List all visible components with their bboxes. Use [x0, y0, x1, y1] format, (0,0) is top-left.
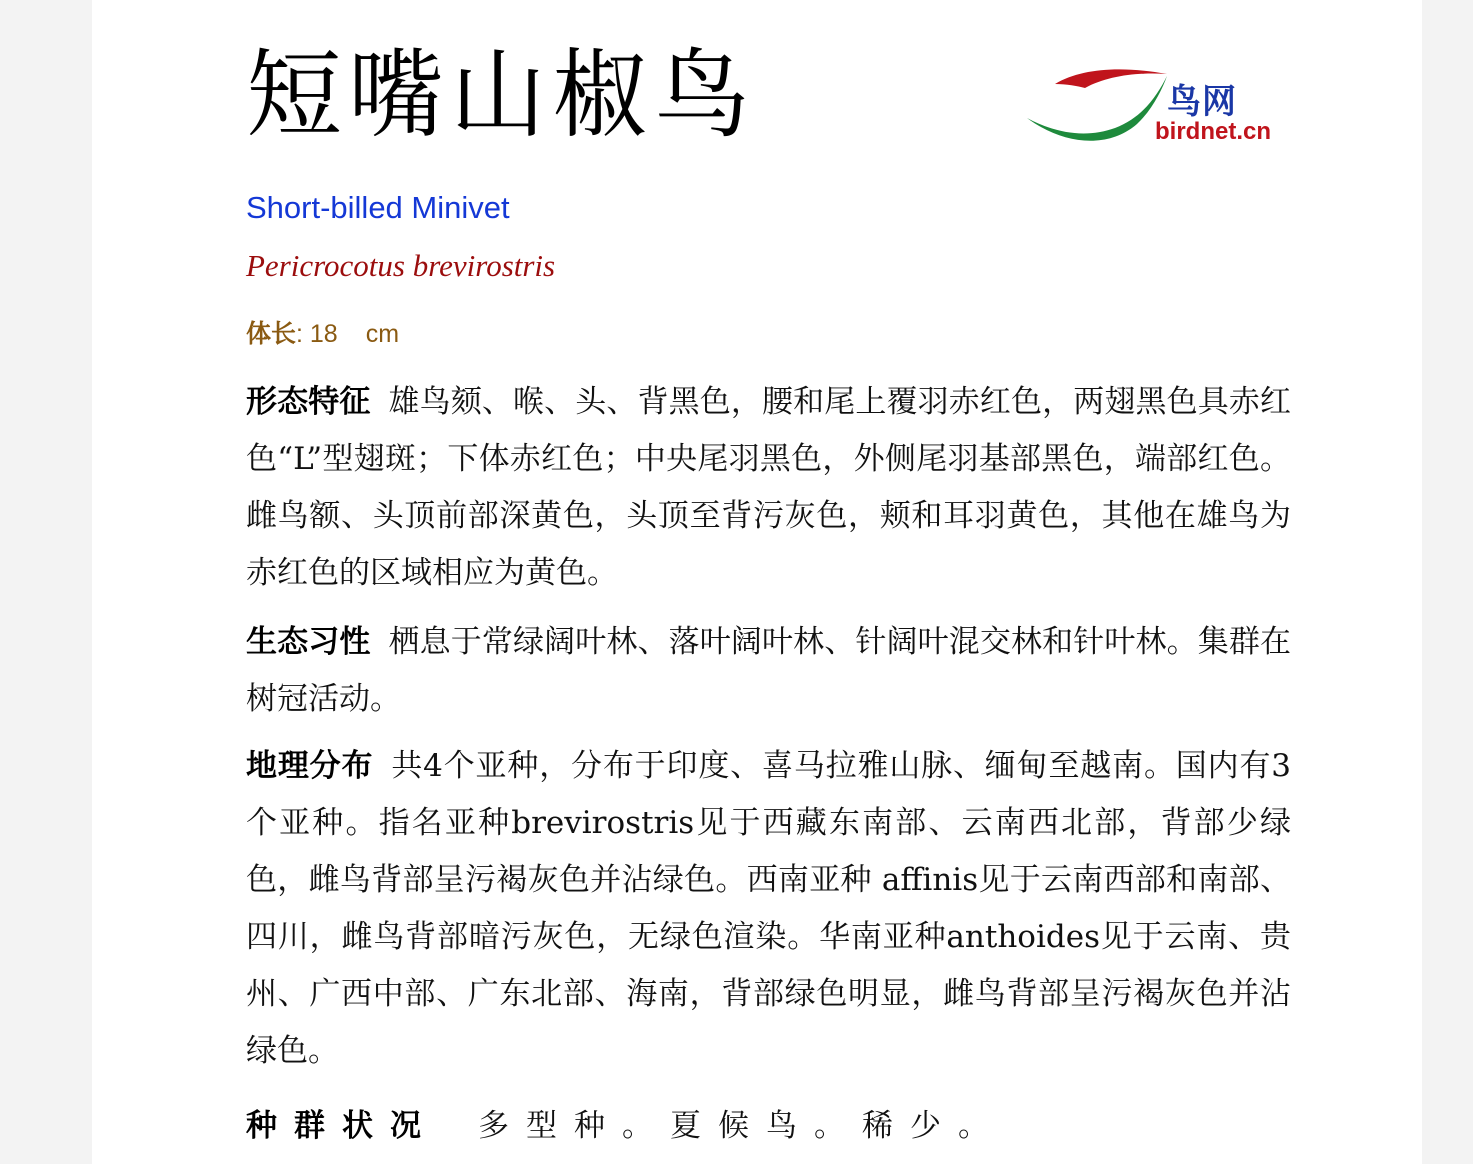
section-heading: 形态特征 [246, 384, 371, 420]
body-length-label: 体长 [246, 319, 297, 348]
section-text: 多型种。夏候鸟。稀少。 [478, 1108, 1006, 1144]
scientific-name: Pericrocotus brevirostris [246, 248, 556, 283]
document-page [92, 0, 1422, 1164]
section-ecology [246, 614, 1291, 728]
section-distribution [246, 738, 1291, 1080]
section-morphology [246, 374, 1291, 602]
body-length-value: : 18 [296, 320, 338, 348]
section-heading: 生态习性 [246, 624, 371, 660]
section-text: 栖息于常绿阔叶林、落叶阔叶林、针阔叶混交林和针叶林。集群在树冠活动。 [246, 624, 1291, 717]
body-length [246, 314, 399, 350]
logo-domain-text: birdnet.cn [1155, 118, 1272, 145]
birdnet-logo[interactable] [1027, 66, 1272, 156]
body-length-unit: cm [365, 320, 400, 348]
logo-chinese-text: 鸟网 [1167, 82, 1237, 122]
section-heading: 种群状况 [246, 1108, 438, 1144]
section-text: 共4个亚种，分布于印度、喜马拉雅山脉、缅甸至越南。国内有3个亚种。指名亚种brevirostris见于西藏东南部、云南西北部，背部少绿色，雌鸟背部呈污褐灰色并沾绿色。西南亚种 affinis见于云南西部和南部、四川，雌鸟背部暗污灰色，无绿色渲染。华南亚种anthoides见于云南、贵州、广西中部、广东北部、海南，背部绿色明显，雌鸟背部呈污褐灰色并沾绿色。 [246, 748, 1291, 1069]
english-name: Short-billed Minivet [246, 190, 510, 225]
section-text: 雄鸟颏、喉、头、背黑色，腰和尾上覆羽赤红色，两翅黑色具赤红色“L”型翅斑；下体赤红色；中央尾羽黑色，外侧尾羽基部黑色，端部红色。雌鸟额、头顶前部深黄色，头顶至背污灰色，颊和耳羽黄色，其他在雄鸟为赤红色的区域相应为黄色。 [246, 384, 1291, 591]
page-title: 短嘴山椒鸟 [246, 39, 756, 151]
section-heading: 地理分布 [246, 748, 374, 784]
section-population-status [246, 1098, 1291, 1155]
